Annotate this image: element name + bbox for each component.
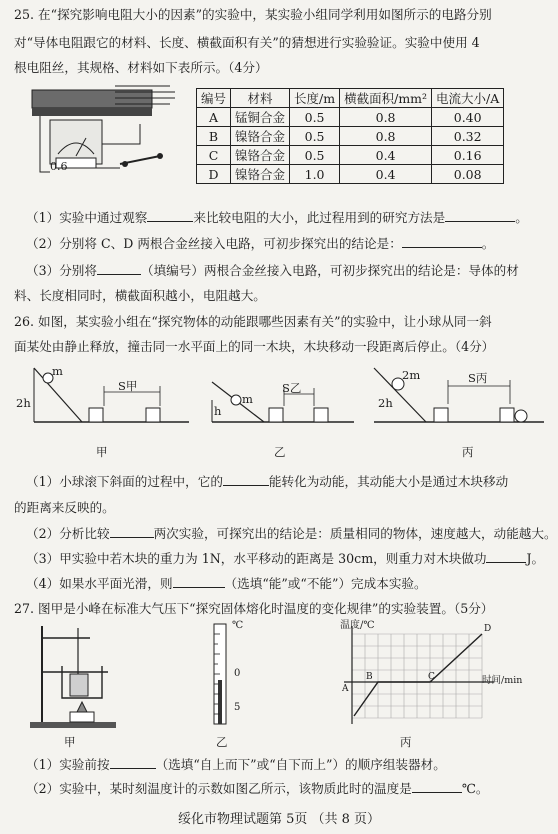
table-cell: 锰铜合金 (231, 108, 290, 127)
thermo-tick: 5 (234, 702, 241, 713)
q25-sub3 (26, 262, 548, 279)
answer-blank[interactable] (412, 780, 462, 793)
yi-caption: 乙 (274, 445, 286, 459)
table-cell: 0.4 (340, 165, 432, 184)
yi-distance-label: S乙 (282, 381, 302, 395)
q26-line2: 面某处由静止释放，撞击同一水平面上的同一木块，木块移动一段距离后停止。（4分） (14, 339, 495, 354)
table-cell: 0.4 (340, 146, 432, 165)
q26-line1: 26. 如图，某实验小组在“探究物体的动能跟哪些因素有关”的实验中，让小球从同一斜 (14, 314, 492, 329)
answer-blank[interactable] (223, 473, 269, 486)
answer-blank[interactable] (486, 550, 526, 563)
q26-sub1-text: 能转化为动能，其动能大小是通过木块移动 (268, 474, 509, 489)
graph-ylabel: 温度/℃ (340, 620, 375, 631)
table-cell: 0.16 (432, 146, 504, 165)
bing-distance-label: S丙 (468, 371, 488, 385)
answer-blank[interactable] (110, 756, 156, 769)
q25-line3: 根电阻丝，其规格、材料如下表所示。（4分） (14, 60, 268, 75)
table-row (197, 108, 504, 127)
q26-sub3-text: （3）甲实验中若木块的重力为 1N，水平移动的距离是 30cm，则重力对木块做功 (26, 551, 487, 566)
graph-xlabel: 时间/min (482, 675, 523, 686)
q25-sub1-text: 来比较电阻的大小，此过程用到的研究方法是 (193, 210, 446, 225)
thermo-unit: ℃ (232, 620, 244, 631)
jia-caption: 甲 (96, 445, 108, 459)
table-header: 电流大小/A (432, 89, 504, 108)
yi-mass-label: m (242, 392, 253, 406)
answer-blank[interactable] (110, 525, 154, 538)
table-header: 编号 (197, 89, 231, 108)
q26-sub1-text: （1）小球滚下斜面的过程中，它的 (26, 474, 223, 489)
q25-sub2-text: 。 (481, 236, 495, 251)
q27-sub2-text: ℃。 (461, 781, 489, 796)
table-row (197, 127, 504, 146)
resistor-table (196, 88, 504, 184)
graph-point-label: C (428, 672, 435, 682)
q25-sub3-text: （填编号）两根合金丝接入电路，可初步探究出的结论是：导体的材 (140, 263, 519, 278)
q26-sub2-text: （2）分析比较 (26, 526, 110, 541)
table-cell: 0.5 (290, 146, 340, 165)
q25-line1: 25. 在“探究影响电阻大小的因素”的实验中，某实验小组同学利用如图所示的电路分别 (14, 7, 492, 22)
page-footer: 绥化市物理试题第 5页 （共 8 页） (177, 812, 381, 827)
q25-sub1-text: （1）实验中通过观察 (26, 210, 148, 225)
yi-caption-q27: 乙 (216, 735, 228, 749)
answer-blank[interactable] (173, 575, 225, 588)
q25-sub3-cont: 料、长度相同时，横截面积越小，电阻越大。 (14, 288, 266, 303)
jia-distance-label: S甲 (118, 379, 138, 393)
ammeter-reading: 0.6 (50, 160, 68, 173)
jia-height-label: 2h (16, 396, 31, 410)
yi-height-label: h (214, 404, 222, 418)
q26-sub1 (26, 473, 548, 490)
table-header: 材料 (231, 89, 290, 108)
bing-caption: 丙 (462, 445, 474, 459)
q27-line1: 27. 图甲是小峰在标准大气压下“探究固体熔化时温度的变化规律”的实验装置。（5分） (14, 601, 494, 616)
q27-sub1 (26, 756, 548, 773)
table-cell: 0.8 (340, 108, 432, 127)
jia-mass-label: m (52, 364, 63, 378)
q27-sub1-text: （选填“自上而下”或“自下而上”）的顺序组装器材。 (155, 757, 446, 772)
table-cell: C (197, 146, 231, 165)
q25-sub1-text: 。 (515, 210, 528, 225)
q25-sub3-text: （3）分别将 (26, 263, 97, 278)
table-row (197, 146, 504, 165)
answer-blank[interactable] (97, 262, 141, 275)
table-header: 长度/m (290, 89, 340, 108)
bing-caption-q27: 丙 (400, 735, 412, 749)
table-cell: 0.40 (432, 108, 504, 127)
answer-blank[interactable] (402, 235, 482, 248)
table-row (197, 165, 504, 184)
table-cell: A (197, 108, 231, 127)
jia-caption-q27: 甲 (64, 735, 76, 749)
table-cell: 0.5 (290, 108, 340, 127)
q26-sub1-cont: 的距离来反映的。 (14, 500, 115, 515)
q26-sub4-text: （选填“能”或“不能”）完成本实验。 (224, 576, 427, 591)
q26-sub3-text: J。 (526, 551, 545, 566)
q25-sub2 (26, 235, 548, 252)
answer-blank[interactable] (147, 209, 193, 222)
table-cell: 0.32 (432, 127, 504, 146)
table-cell: D (197, 165, 231, 184)
thermo-tick: 0 (234, 668, 241, 679)
table-header: 横截面积/mm² (340, 89, 432, 108)
table-cell: 0.5 (290, 127, 340, 146)
figure-bing (374, 368, 544, 422)
graph-point-label: A (342, 684, 349, 694)
table-header-row (197, 89, 504, 108)
q26-sub4-text: （4）如果水平面光滑，则 (26, 576, 173, 591)
q26-sub2 (26, 525, 557, 542)
q25-line2: 对“导体电阻跟它的材料、长度、横截面积有关”的猜想进行实验验证。实验中使用 4 (14, 35, 480, 50)
table-cell: 镍铬合金 (231, 165, 290, 184)
q27-sub1-text: （1）实验前按 (26, 757, 110, 772)
q26-sub3 (26, 550, 548, 567)
answer-blank[interactable] (445, 209, 515, 222)
table-cell: 0.08 (432, 165, 504, 184)
q27-sub2 (26, 780, 548, 797)
q26-sub2-text: 两次实验，可探究出的结论是：质量相同的物体，速度越大，动能越大。 (153, 526, 557, 541)
bing-height-label: 2h (378, 396, 393, 410)
table-cell: 0.8 (340, 127, 432, 146)
q27-sub2-text: （2）实验中，某时刻温度计的示数如图乙所示，该物质此时的温度是 (26, 781, 412, 796)
table-cell: 镍铬合金 (231, 146, 290, 165)
q25-sub2-text: （2）分别将 C、D 两根合金丝接入电路，可初步探究出的结论是： (26, 236, 402, 251)
table-cell: 镍铬合金 (231, 127, 290, 146)
table-cell: B (197, 127, 231, 146)
q25-sub1 (26, 209, 548, 226)
q26-sub4 (26, 575, 548, 592)
graph-point-label: D (484, 624, 492, 634)
bing-mass-label: 2m (402, 368, 421, 382)
heating-apparatus-figure (20, 622, 130, 732)
graph-point-label: B (366, 672, 373, 682)
table-cell: 1.0 (290, 165, 340, 184)
